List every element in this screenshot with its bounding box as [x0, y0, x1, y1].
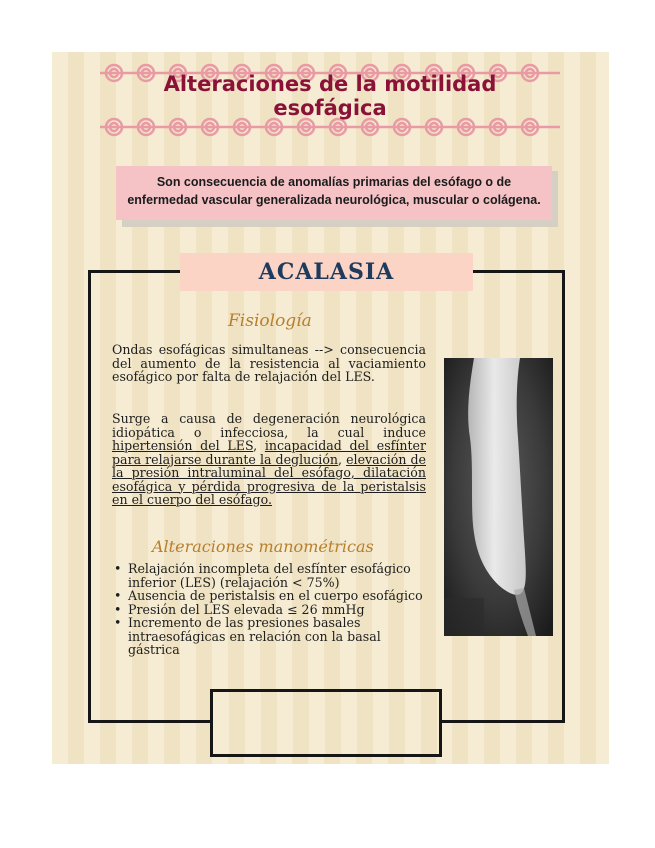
list-item: [112, 562, 432, 589]
separator-2: ,: [338, 451, 347, 467]
intro-box: [116, 166, 552, 220]
intro-text: Son consecuencia de anomalías primarias del esófago o de enfermedad vascular generalizada neurológica, muscular o colágena.: [127, 175, 541, 207]
list-item: [112, 589, 432, 603]
frame-top-right: [473, 270, 565, 273]
bullet-icon: •: [114, 561, 122, 576]
fisiologia-heading: Fisiología: [228, 311, 312, 331]
underlined-term-1: hipertensión del LES: [112, 438, 254, 453]
list-item: [112, 616, 432, 657]
list-item-text: Presión del LES elevada ≤ 26 mmHg: [128, 601, 365, 617]
frame-left: [88, 270, 91, 723]
page-title-line1: Alteraciones de la motilidad: [163, 72, 497, 96]
paragraph-2-intro: Surge a causa de degeneración neurológica idiopática o infecciosa, la cual induce: [112, 411, 426, 440]
separator-1: ,: [253, 438, 265, 453]
bullet-icon: •: [114, 588, 122, 603]
bottom-empty-box: [210, 689, 442, 757]
frame-right: [562, 270, 565, 723]
list-item-text: Ausencia de peristalsis en el cuerpo esofágico: [128, 588, 423, 603]
section-banner: ACALASIA: [180, 253, 473, 291]
list-item: [112, 603, 432, 617]
xray-drawing: [444, 358, 553, 636]
underlined-term-2: incapacidad del esfínter para relajarse durante la deglución: [112, 438, 426, 467]
barium-swallow-xray-image: [444, 358, 553, 636]
manometricas-heading: Alteraciones manométricas: [152, 537, 374, 556]
list-item-text: Incremento de las presiones basales intraesofágicas en relación con la basal gástrica: [128, 615, 381, 657]
page-title-line2: esofágica: [273, 96, 387, 120]
bullet-icon: •: [114, 601, 122, 617]
page-title: [100, 72, 560, 120]
manometricas-list: [112, 562, 432, 657]
frame-bottom-left: [88, 720, 210, 723]
bullet-icon: •: [114, 615, 122, 630]
list-item-text: Relajación incompleta del esfínter esofágico inferior (LES) (relajación < 75%): [128, 561, 411, 590]
fisiologia-paragraph-2: [112, 412, 426, 507]
underlined-term-3: elevación de la presión intraluminal del esófago, dilatación esofágica y pérdida progresiva de la peristalsis en el cuerpo del esófago.: [112, 451, 426, 507]
frame-bottom-right: [442, 720, 565, 723]
fisiologia-paragraph-1: Ondas esofágicas simultaneas --> consecuencia del aumento de la resistencia al vaciamiento esofágico por falta de relajación del LES.: [112, 342, 426, 384]
frame-top-left: [88, 270, 180, 273]
